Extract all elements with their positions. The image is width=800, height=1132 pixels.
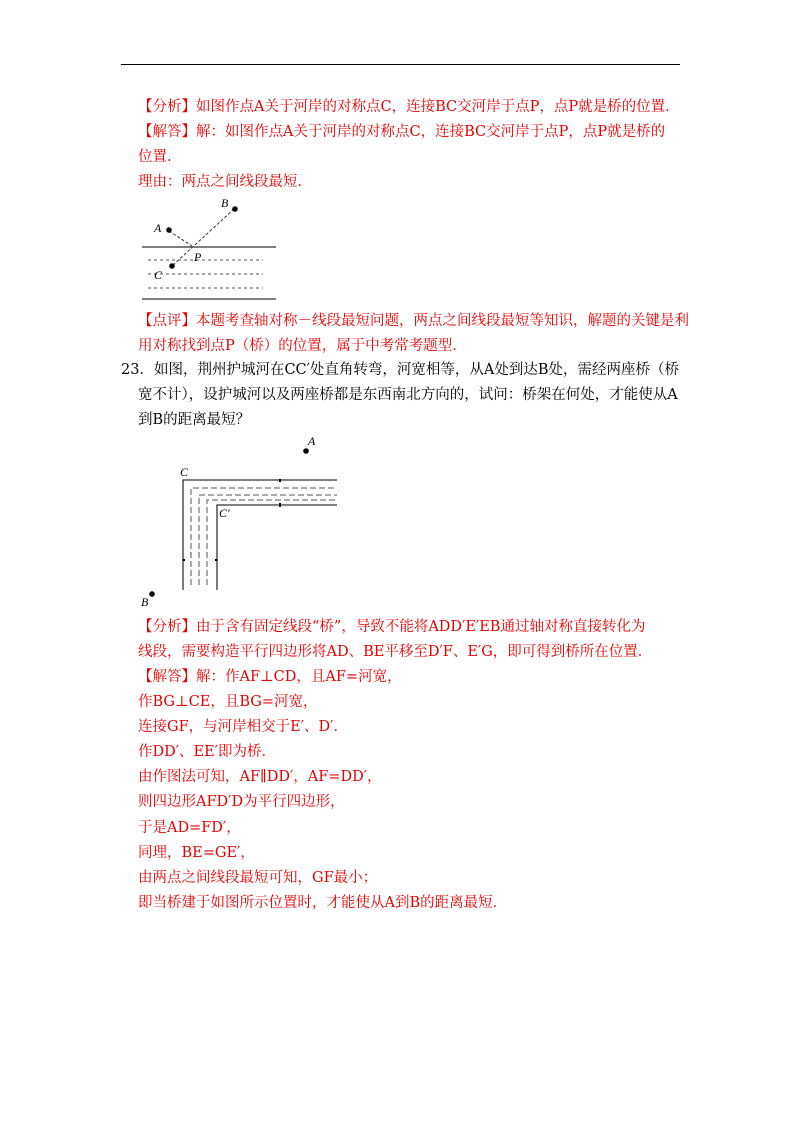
p22-label-A: A (154, 221, 162, 235)
p23-step-5: 由作图法可知，AF∥DD′，AF=DD′， (138, 769, 382, 785)
p23-label-A: A (308, 434, 316, 448)
p23-label-B: B (141, 595, 149, 609)
p22-label-B: B (221, 196, 229, 210)
p22-answer-line1: 【解答】解：如图作点A关于河岸的对称点C，连接BC交河岸于点P，点P就是桥的 (138, 124, 666, 140)
p23-label-C: C (180, 465, 189, 479)
p23-analysis-line2: 线段，需要构造平行四边形将AD、BE平移至D′F、E′G，即可得到桥所在位置． (138, 644, 653, 660)
p23-step-3: 连接GF，与河岸相交于E′、D′． (138, 719, 348, 735)
p23-step-9: 由两点之间线段最短可知，GF最小； (138, 870, 378, 886)
p23-step-8: 同理，BE=GE′， (138, 845, 255, 861)
p22-figure (138, 195, 283, 305)
p23-label-C-prime: C′ (219, 506, 230, 520)
p23-step-10: 即当桥建于如图所示位置时，才能使从A到B的距离最短． (138, 895, 508, 911)
p22-comment-line2: 用对称找到点P（桥）的位置，属于中考常考题型． (138, 338, 467, 354)
p22-reason: 理由：两点之间线段最短． (138, 174, 312, 190)
p23-analysis-line1: 【分析】由于含有固定线段“桥”，导致不能将ADD′E′EB通过轴对称直接转化为 (138, 619, 646, 635)
p23-question-line2: 宽不计），设护城河以及两座桥都是东西南北方向的，试问：桥架在何处，才能使从A (138, 387, 678, 403)
p22-label-P: P (194, 250, 202, 264)
p23-step-2: 作BG⊥CE，且BG=河宽， (138, 694, 318, 710)
p22-comment-line1: 【点评】本题考查轴对称－线段最短问题，两点之间线段最短等知识，解题的关键是利 (138, 313, 689, 329)
p22-answer-line2: 位置． (138, 149, 182, 165)
p22-label-C: C (154, 268, 163, 282)
p23-question-line1: 23．如图，荆州护城河在CC′处直角转弯，河宽相等，从A处到达B处，需经两座桥（桥 (121, 362, 680, 378)
p23-step-4: 作DD′、EE′即为桥． (138, 744, 277, 760)
p23-step-6: 则四边形AFD′D为平行四边形， (138, 794, 345, 810)
p23-step-1: 【解答】解：作AF⊥CD，且AF=河宽， (138, 669, 402, 685)
p23-figure (135, 430, 345, 610)
header-rule (121, 64, 680, 65)
p23-question-line3: 到B的距离最短？ (138, 412, 251, 428)
p22-analysis: 【分析】如图作点A关于河岸的对称点C，连接BC交河岸于点P，点P就是桥的位置． (138, 99, 680, 115)
p23-step-7: 于是AD=FD′， (138, 820, 241, 836)
